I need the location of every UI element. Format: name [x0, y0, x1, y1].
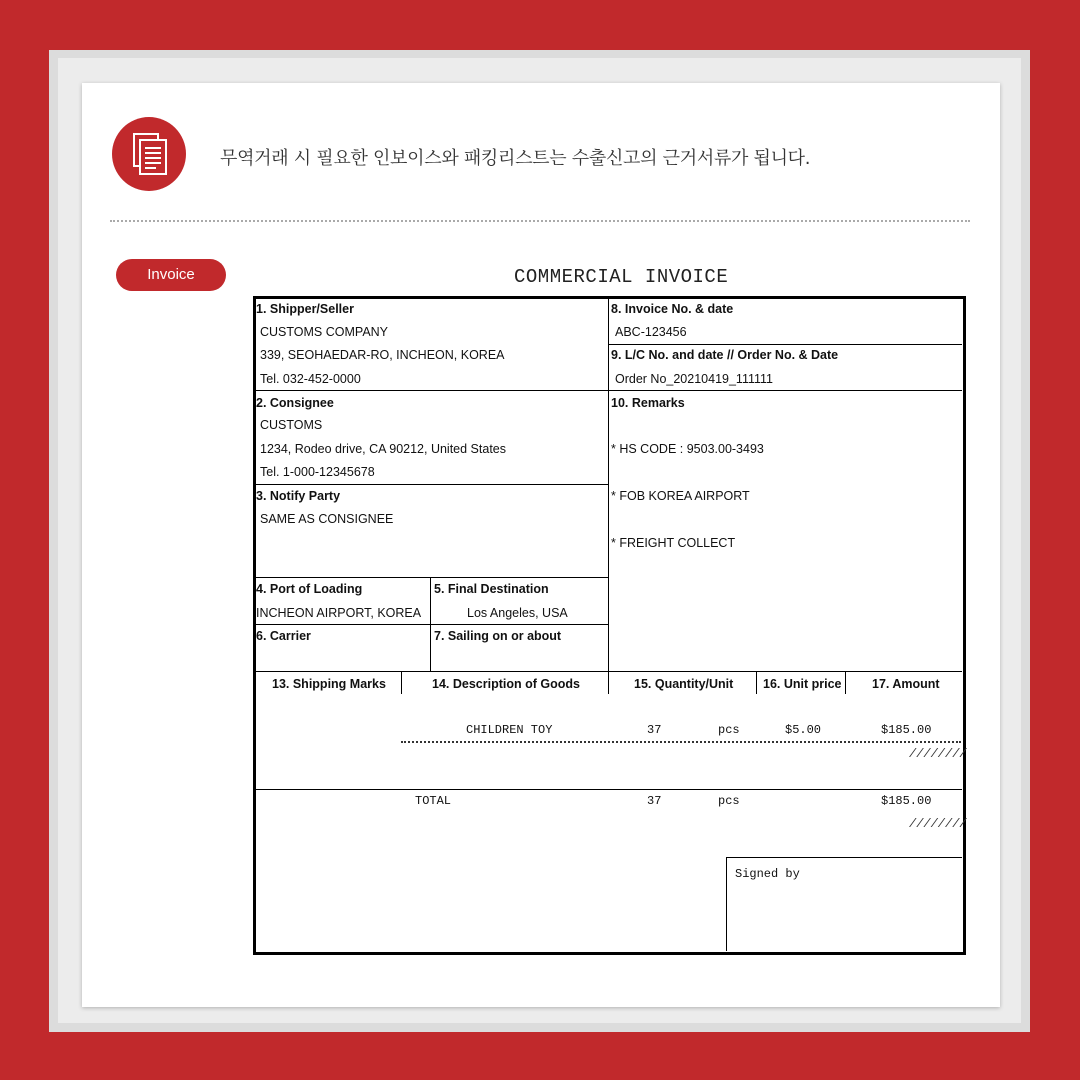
consignee-name: CUSTOMS — [260, 418, 323, 432]
item-dotted-line — [401, 741, 961, 743]
col-description: 14. Description of Goods — [432, 677, 580, 691]
col-shipping-marks: 13. Shipping Marks — [272, 677, 386, 691]
port-loading-value: INCHEON AIRPORT, KOREA — [256, 606, 422, 620]
grid-line — [255, 577, 609, 578]
item-qty: 37 — [647, 723, 662, 737]
item-price: $5.00 — [785, 723, 822, 737]
shipper-heading: 1. Shipper/Seller — [256, 302, 354, 316]
grid-line — [401, 671, 402, 694]
grid-line — [255, 390, 962, 391]
remarks-line: * HS CODE : 9503.00-3493 — [611, 442, 764, 456]
grid-line — [845, 671, 846, 694]
invoice-no-heading: 8. Invoice No. & date — [611, 302, 734, 316]
item-unit: pcs — [718, 723, 740, 737]
total-amount: $185.00 — [881, 794, 932, 808]
item-description: CHILDREN TOY — [466, 723, 553, 737]
grid-line — [726, 857, 727, 951]
invoice-title: COMMERCIAL INVOICE — [514, 266, 729, 288]
item-slashes: //////// — [909, 747, 967, 761]
total-unit: pcs — [718, 794, 740, 808]
grid-line — [608, 344, 962, 345]
shipper-name: CUSTOMS COMPANY — [260, 325, 389, 339]
item-amount: $185.00 — [881, 723, 932, 737]
remarks-line: * FOB KOREA AIRPORT — [611, 489, 750, 503]
final-dest-value: Los Angeles, USA — [467, 606, 568, 620]
invoice-no-value: ABC-123456 — [615, 325, 687, 339]
consignee-tel: Tel. 1-000-12345678 — [260, 465, 375, 479]
remarks-heading: 10. Remarks — [611, 396, 685, 410]
grid-line — [608, 298, 609, 673]
document-icon — [112, 117, 186, 191]
grid-line — [255, 789, 962, 790]
dotted-divider — [110, 220, 970, 222]
col-quantity: 15. Quantity/Unit — [634, 677, 734, 691]
grid-line — [726, 857, 962, 858]
grid-line — [756, 671, 757, 694]
notify-value: SAME AS CONSIGNEE — [260, 512, 394, 526]
remarks-line: * FREIGHT COLLECT — [611, 536, 736, 550]
lc-no-value: Order No_20210419_111111 — [615, 372, 773, 386]
invoice-tag: Invoice — [116, 259, 226, 291]
lc-no-heading: 9. L/C No. and date // Order No. & Date — [611, 348, 839, 362]
grid-line — [608, 671, 609, 694]
signed-by-label: Signed by — [735, 867, 800, 881]
grid-line — [255, 484, 609, 485]
total-slashes: //////// — [909, 817, 967, 831]
sailing-heading: 7. Sailing on or about — [434, 629, 562, 643]
consignee-heading: 2. Consignee — [256, 396, 334, 410]
total-qty: 37 — [647, 794, 662, 808]
carrier-heading: 6. Carrier — [256, 629, 311, 643]
total-label: TOTAL — [415, 794, 452, 808]
shipper-address: 339, SEOHAEDAR-RO, INCHEON, KOREA — [260, 348, 505, 362]
shipper-tel: Tel. 032-452-0000 — [260, 372, 361, 386]
headline-text: 무역거래 시 필요한 인보이스와 패킹리스트는 수출신고의 근거서류가 됩니다. — [220, 148, 811, 169]
col-unit-price: 16. Unit price — [763, 677, 842, 691]
grid-line — [255, 624, 609, 625]
consignee-address: 1234, Rodeo drive, CA 90212, United States — [260, 442, 506, 456]
port-loading-heading: 4. Port of Loading — [256, 582, 363, 596]
col-amount: 17. Amount — [872, 677, 940, 691]
notify-heading: 3. Notify Party — [256, 489, 341, 503]
final-dest-heading: 5. Final Destination — [434, 582, 549, 596]
